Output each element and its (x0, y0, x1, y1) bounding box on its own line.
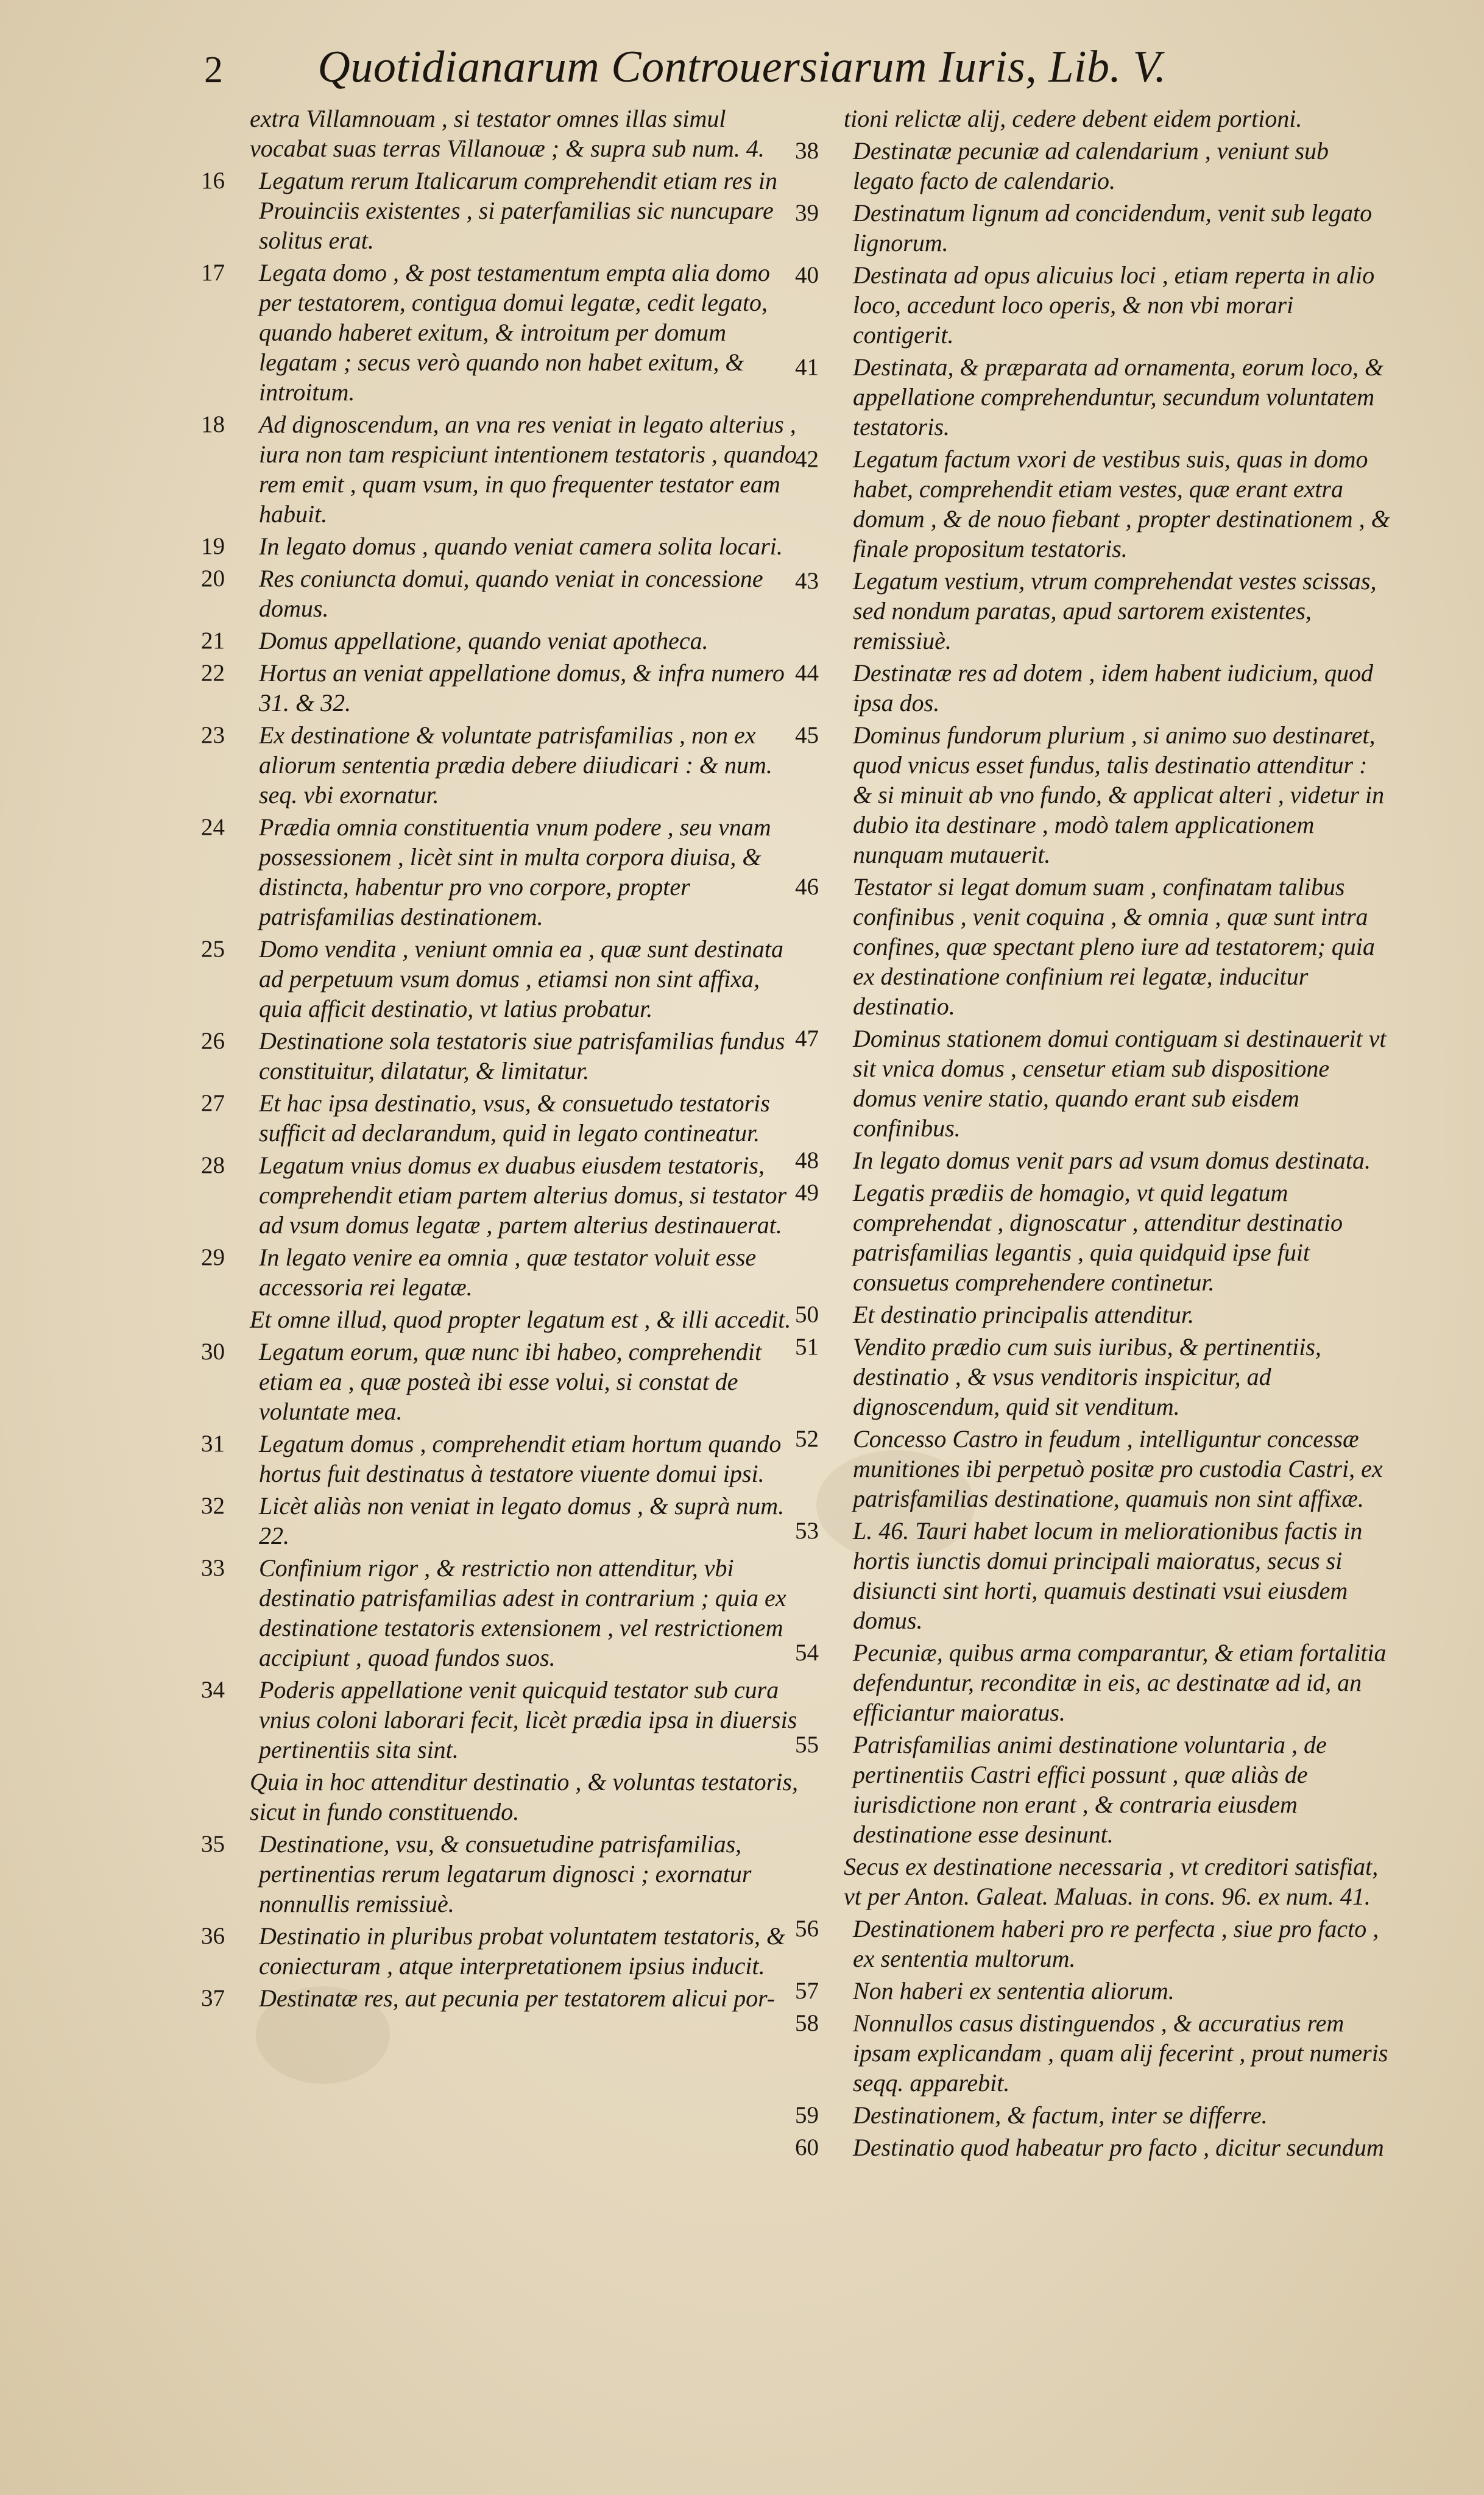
entry-number: 32 (201, 1493, 225, 1519)
entry-number: 36 (201, 1923, 225, 1949)
entry-number: 25 (201, 936, 225, 962)
entry-number: 49 (795, 1180, 819, 1206)
entry-number: 37 (201, 1985, 225, 2011)
entry-number: 60 (795, 2134, 819, 2161)
entry-number: 59 (795, 2102, 819, 2128)
entry-text: Res coniuncta domui, quando veniat in concessione domus. (259, 565, 763, 622)
entry-number: 44 (795, 660, 819, 686)
summary-entry (795, 720, 1392, 869)
summary-entry (795, 872, 1392, 1021)
entry-text: Destinatum lignum ad concidendum, venit sub legato lignorum. (853, 199, 1373, 257)
summary-entry (795, 136, 1392, 196)
entry-number: 48 (795, 1147, 819, 1173)
summary-entry (795, 1300, 1392, 1329)
summary-entry (201, 720, 798, 810)
summary-entry (201, 934, 798, 1024)
summary-entry (795, 1024, 1392, 1143)
entry-text: Vendito prædio cum suis iuribus, & pertinentiis, destinatio , & vsus venditoris inspicitur, ad dignoscendum, quid sit venditum. (853, 1333, 1321, 1420)
summary-entry (201, 1337, 798, 1426)
entry-number: 50 (795, 1301, 819, 1328)
running-head-title: Quotidianarum Controuersiarum Iuris, Lib. V. (317, 42, 1167, 92)
entry-text: Quia in hoc attenditur destinatio , & voluntas testatoris, sicut in fundo constituendo. (250, 1768, 798, 1825)
entry-number: 16 (201, 168, 225, 194)
summary-entry (795, 2008, 1392, 2098)
entry-number: 43 (795, 568, 819, 594)
entry-text: L. 46. Tauri habet locum in meliorationibus factis in hortis iunctis domui principali maioratus, secus si disiuncti sint horti, quamuis destinati vsui eiusdem domus. (853, 1517, 1363, 1634)
entry-text: extra Villamnouam , si testator omnes illas simul vocabat suas terras Villanouæ ; & supra sub num. 4. (250, 105, 765, 162)
entry-text: Non haberi ex sententia aliorum. (853, 1977, 1175, 2005)
entry-text: Destinata, & præparata ad ornamenta, eorum loco, & appellatione comprehenduntur, secundum voluntatem testatoris. (853, 353, 1384, 441)
entry-number: 56 (795, 1916, 819, 1942)
summary-entry (795, 1914, 1392, 1973)
right-column (795, 104, 1392, 2165)
summary-entry (201, 1921, 798, 1981)
summary-entry (795, 444, 1392, 564)
entry-text: Domus appellatione, quando veniat apotheca. (259, 627, 708, 654)
entry-number: 41 (795, 354, 819, 380)
entry-text: Et destinatio principalis attenditur. (853, 1301, 1194, 1328)
summary-entry (201, 1304, 798, 1334)
summary-entry (201, 658, 798, 718)
entry-number: 34 (201, 1677, 225, 1703)
entry-text: In legato venire ea omnia , quæ testator voluit esse accessoria rei legatæ. (259, 1244, 757, 1301)
summary-entry (795, 1424, 1392, 1513)
entry-text: In legato domus venit pars ad vsum domus destinata. (853, 1147, 1371, 1174)
entry-number: 38 (795, 138, 819, 164)
summary-entry (795, 658, 1392, 718)
summary-entry (201, 166, 798, 255)
entry-number: 24 (201, 814, 225, 840)
summary-entry (795, 1638, 1392, 1727)
summary-entry (795, 2132, 1392, 2162)
summary-entry (201, 258, 798, 407)
summary-entry (795, 1332, 1392, 1421)
summary-entry (201, 1675, 798, 1764)
summary-entry (201, 1150, 798, 1240)
entry-text: Destinatione, vsu, & consuetudine patrisfamilias, pertinentias rerum legatarum dignosci ; exornatur nonnullis remissiuè. (259, 1830, 752, 1917)
summary-entry (795, 2100, 1392, 2130)
summary-entry (201, 104, 798, 163)
entry-text: Dominus stationem domui contiguam si destinauerit vt sit vnica domus , censetur etiam sub dispositione domus venire statio, quando erant sub eisdem confinibus. (853, 1025, 1387, 1142)
entry-text: Licèt aliàs non veniat in legato domus , & suprà num. 22. (259, 1492, 785, 1549)
entry-text: Hortus an veniat appellatione domus, & infra numero 31. & 32. (259, 659, 785, 717)
entry-text: tioni relictæ alij, cedere debent eidem portioni. (844, 105, 1302, 132)
entry-text: In legato domus , quando veniat camera solita locari. (259, 533, 783, 560)
entry-number: 47 (795, 1025, 819, 1052)
entry-number: 33 (201, 1555, 225, 1581)
summary-entry (795, 1730, 1392, 1849)
summary-entry (795, 352, 1392, 442)
entry-number: 42 (795, 446, 819, 472)
entry-number: 21 (201, 628, 225, 654)
entry-text: Legatum rerum Italicarum comprehendit etiam res in Prouinciis existentes , si paterfamilias sic nuncupare solitus erat. (259, 167, 777, 254)
entry-text: Legatum domus , comprehendit etiam hortum quando hortus fuit destinatus à testatore viuente domui ipsi. (259, 1430, 782, 1487)
entry-text: Destinatæ res ad dotem , idem habent iudicium, quod ipsa dos. (853, 659, 1373, 717)
entry-text: Destinatione sola testatoris siue patrisfamilias fundus constituitur, dilatatur, & limitatur. (259, 1027, 785, 1085)
entry-number: 26 (201, 1028, 225, 1054)
entry-text: Destinationem, & factum, inter se differre. (853, 2101, 1268, 2129)
page-number: 2 (204, 49, 223, 91)
summary-entry (201, 531, 798, 561)
entry-text: Et hac ipsa destinatio, vsus, & consuetudo testatoris sufficit ad declarandum, quid in legato contineatur. (259, 1089, 770, 1147)
entry-text: Legatum eorum, quæ nunc ibi habeo, comprehendit etiam ea , quæ posteà ibi esse volui, si constat de voluntate mea. (259, 1338, 762, 1425)
left-column (201, 104, 798, 2015)
summary-entry (201, 1242, 798, 1302)
entry-number: 31 (201, 1431, 225, 1457)
entry-number: 57 (795, 1978, 819, 2004)
entry-text: Et omne illud, quod propter legatum est , & illi accedit. (250, 1306, 791, 1333)
summary-entry (795, 104, 1392, 133)
summary-entry (201, 1829, 798, 1919)
entry-text: Dominus fundorum plurium , si animo suo destinaret, quod vnicus esset fundus, talis destinatio attenditur : & si minuit ab vno fundo, & applicat alteri , videtur in dubio ita destinare , modò talem applicationem nunquam mutauerit. (853, 721, 1385, 868)
entry-text: Legatum factum vxori de vestibus suis, quas in domo habet, comprehendit etiam vestes, quæ erant extra domum , & de nouo fiebant , propter destinationem , & finale propositum testatoris. (853, 445, 1390, 562)
entry-text: Testator si legat domum suam , confinatam talibus confinibus , venit coquina , & omnia , quæ sunt intra confines, quæ spectant pleno iure ad testatorem; quia ex destinatione confinium rei legatæ, inducitur destinatio. (853, 873, 1375, 1020)
summary-entry (795, 260, 1392, 350)
entry-number: 20 (201, 565, 225, 592)
entry-text: Secus ex destinatione necessaria , vt creditori satisfiat, vt per Anton. Galeat. Maluas. in cons. 96. ex num. 41. (844, 1853, 1379, 1910)
summary-entry (201, 1983, 798, 2013)
entry-text: Legata domo , & post testamentum empta alia domo per testatorem, contigua domui legatæ, cedit legato, quando haberet exitum, & introitum per domum legatam ; secus verò quando non habet exitum, & introitum. (259, 259, 770, 406)
entry-text: Poderis appellatione venit quicquid testator sub cura vnius coloni laborari fecit, licèt prædia ipsa in diuersis pertinentiis sita sint. (259, 1676, 797, 1763)
entry-number: 30 (201, 1339, 225, 1365)
entry-number: 53 (795, 1518, 819, 1544)
entry-number: 39 (795, 200, 819, 226)
entry-number: 51 (795, 1334, 819, 1360)
entry-number: 46 (795, 874, 819, 900)
summary-entry (201, 564, 798, 623)
entry-number: 40 (795, 262, 819, 288)
entry-number: 17 (201, 260, 225, 286)
entry-text: Patrisfamilias animi destinatione voluntaria , de pertinentiis Castri effici possunt , quæ aliàs de iurisdictione non erant , & contraria eiusdem destinatione esse desinunt. (853, 1731, 1327, 1848)
summary-entry (201, 409, 798, 529)
entry-number: 22 (201, 660, 225, 686)
entry-number: 52 (795, 1426, 819, 1452)
entry-text: Legatum vestium, vtrum comprehendat vestes scissas, sed nondum paratas, apud sartorem existentes, remissiuè. (853, 567, 1377, 654)
summary-entry (795, 1178, 1392, 1297)
entry-number: 28 (201, 1152, 225, 1178)
entry-number: 45 (795, 722, 819, 748)
summary-entry (201, 1026, 798, 1086)
entry-text: Domo vendita , veniunt omnia ea , quæ sunt destinata ad perpetuum vsum domus , etiamsi non sint affixa, quia afficit destinatio, vt latius probatur. (259, 935, 784, 1022)
entry-text: Ad dignoscendum, an vna res veniat in legato alterius , iura non tam respiciunt intentionem testatoris , quando rem emit , quam vsum, in quo frequenter testator eam habuit. (259, 411, 797, 528)
entry-number: 19 (201, 533, 225, 559)
entry-number: 29 (201, 1244, 225, 1270)
entry-text: Confinium rigor , & restrictio non attenditur, vbi destinatio patrisfamilias adest in contrarium ; quia ex destinatione testatoris extensionem , vel restrictionem accipiunt , quoad fundos suos. (259, 1554, 786, 1671)
summary-entry (201, 1553, 798, 1672)
summary-entry (795, 1976, 1392, 2006)
summary-entry (201, 1088, 798, 1148)
entry-text: Destinatæ res, aut pecunia per testatorem alicui por- (259, 1984, 776, 2012)
summary-entry (201, 1429, 798, 1488)
entry-text: Legatum vnius domus ex duabus eiusdem testatoris, comprehendit etiam partem alterius domus, si testator ad vsum domus legatæ , partem alterius destinauerat. (259, 1152, 787, 1239)
summary-entry (795, 1852, 1392, 1911)
entry-number: 58 (795, 2010, 819, 2036)
summary-entry (201, 812, 798, 932)
summary-entry (201, 1491, 798, 1551)
entry-text: Pecuniæ, quibus arma comparantur, & etiam fortalitia defenduntur, reconditæ in eis, ac destinatæ ad id, an efficiantur maioratus. (853, 1639, 1387, 1726)
entry-text: Concesso Castro in feudum , intelliguntur concessæ munitiones ibi perpetuò positæ pro custodia Castri, ex patrisfamilias destinatione, quamuis non sint affixæ. (853, 1425, 1383, 1512)
entry-number: 23 (201, 722, 225, 748)
summary-entry (201, 626, 798, 656)
summary-entry (201, 1767, 798, 1827)
entry-text: Destinatio in pluribus probat voluntatem testatoris, & coniecturam , atque interpretationem ipsius inducit. (259, 1922, 786, 1980)
summary-entry (795, 1145, 1392, 1175)
entry-text: Legatis prædiis de homagio, vt quid legatum comprehendat , dignoscatur , attenditur destinatio patrisfamilias legantis , quia quidquid ipse fuit consuetus comprehendere continetur. (853, 1179, 1343, 1296)
entry-text: Destinata ad opus alicuius loci , etiam reperta in alio loco, accedunt loco operis, & non vbi morari contigerit. (853, 261, 1375, 349)
entry-text: Destinatio quod habeatur pro facto , dicitur secundum (853, 2134, 1384, 2161)
entry-number: 55 (795, 1732, 819, 1758)
entry-number: 35 (201, 1831, 225, 1857)
summary-entry (795, 198, 1392, 258)
entry-number: 54 (795, 1640, 819, 1666)
entry-text: Nonnullos casus distinguendos , & accuratius rem ipsam explicandam , quam alij fecerint , prout numeris seqq. apparebit. (853, 2009, 1388, 2097)
entry-text: Ex destinatione & voluntate patrisfamilias , non ex aliorum sententia prædia debere diiudicari : & num. seq. vbi exornatur. (259, 721, 772, 809)
summary-entry (795, 566, 1392, 656)
entry-number: 27 (201, 1090, 225, 1116)
entry-text: Prædia omnia constituentia vnum podere , seu vnam possessionem , licèt sint in multa corpora diuisa, & distincta, habentur pro vno corpore, propter patrisfamilias destinationem. (259, 813, 771, 930)
entry-text: Destinationem haberi pro re perfecta , siue pro facto , ex sententia multorum. (853, 1915, 1379, 1972)
entry-number: 18 (201, 411, 225, 437)
entry-text: Destinatæ pecuniæ ad calendarium , veniunt sub legato facto de calendario. (853, 137, 1329, 194)
summary-entry (795, 1516, 1392, 1635)
